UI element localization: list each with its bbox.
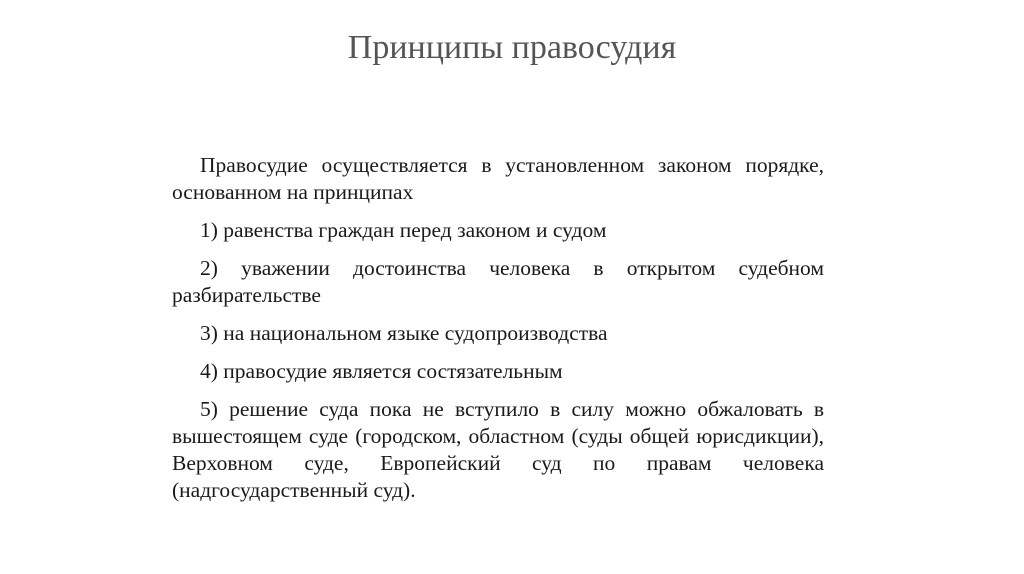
slide-body [172,152,824,515]
principle-item-5: 5) решение суда пока не вступило в силу можно обжаловать в вышестоящем суде (городском, областном (суды общей юрисдикции), Верховном суде, Европейский суд по правам человека (надгосударственный суд). [172,397,824,502]
principle-item-1: 1) равенства граждан перед законом и судом [200,218,607,242]
principle-item-2: 2) уважении достоинства человека в открытом судебном разбирательстве [172,256,824,307]
principle-item-4: 4) правосудие является состязательным [200,359,563,383]
slide-title: Принципы правосудия [347,29,677,66]
principle-item-3: 3) на национальном языке судопроизводства [200,321,608,345]
intro-paragraph: Правосудие осуществляется в установленном законом порядке, основанном на принципах [172,153,824,204]
